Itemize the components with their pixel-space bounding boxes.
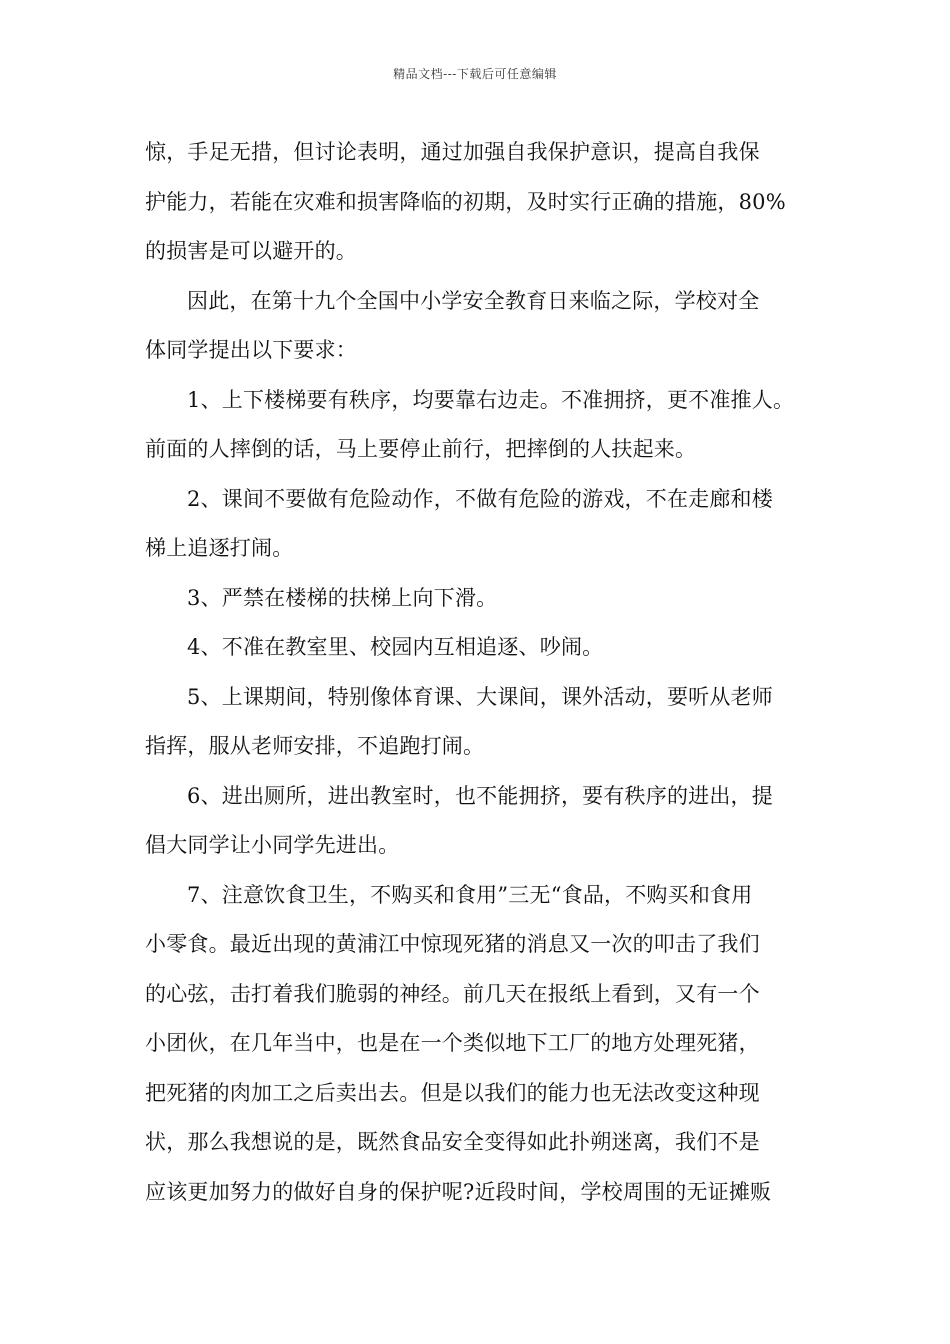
text-line: 倡大同学让小同学先进出。 xyxy=(145,833,400,857)
list-item-5: 5、上课期间，特别像体育课、大课间，课外活动，要听从老师 xyxy=(187,684,773,709)
document-body xyxy=(145,128,810,1217)
text-line: 的损害是可以避开的。 xyxy=(145,239,357,263)
paragraph-start-line: 因此，在第十九个全国中小学安全教育日来临之际，学校对全 xyxy=(187,288,760,313)
text-line: 前面的人摔倒的话，马上要停止前行，把摔倒的人扶起来。 xyxy=(145,437,697,461)
text-line: 把死猪的肉加工之后卖出去。但是以我们的能力也无法改变这种现 xyxy=(145,1080,760,1105)
text-line: 状，那么我想说的是，既然食品安全变得如此扑朔迷离，我们不是 xyxy=(145,1130,760,1154)
text-line: 梯上追逐打闹。 xyxy=(145,536,294,560)
text-line: 小团伙，在几年当中，也是在一个类似地下工厂的地方处理死猪， xyxy=(145,1031,760,1055)
list-item-6: 6、进出厕所，进出教室时，也不能拥挤，要有秩序的进出，提 xyxy=(187,783,773,808)
page-header: 精品文档---下载后可任意编辑 xyxy=(393,67,557,81)
text-line: 指挥，服从老师安排，不追跑打闹。 xyxy=(145,734,485,758)
list-item-3: 3、严禁在楼梯的扶梯上向下滑。 xyxy=(187,585,498,610)
list-item-4: 4、不准在教室里、校园内互相追逐、吵闹。 xyxy=(187,635,604,659)
text-line: 的心弦，击打着我们脆弱的神经。前几天在报纸上看到，又有一个 xyxy=(145,981,760,1006)
list-item-1: 1、上下楼梯要有秩序，均要靠右边走。不准拥挤，更不准推人。 xyxy=(187,387,795,412)
text-line: 护能力，若能在灾难和损害降临的初期，及时实行正确的措施，80% xyxy=(145,189,786,214)
text-line: 体同学提出以下要求： xyxy=(145,338,357,362)
list-item-7: 7、注意饮食卫生，不购买和食用”三无“食品，不购买和食用 xyxy=(187,882,753,907)
text-line: 应该更加努力的做好自身的保护呢?近段时间，学校周围的无证摊贩 xyxy=(145,1179,772,1204)
text-line: 惊，手足无措，但讨论表明，通过加强自我保护意识，提高自我保 xyxy=(145,140,760,164)
text-line: 小零食。最近出现的黄浦江中惊现死猪的消息又一次的叩击了我们 xyxy=(145,932,760,956)
list-item-2: 2、课间不要做有危险动作，不做有危险的游戏，不在走廊和楼 xyxy=(187,486,773,511)
